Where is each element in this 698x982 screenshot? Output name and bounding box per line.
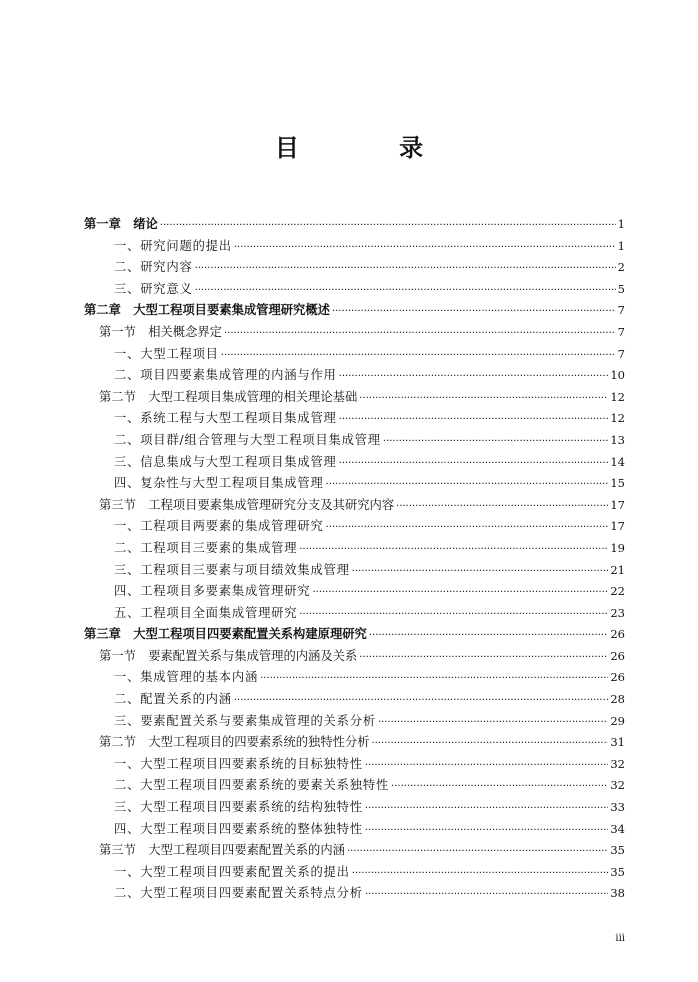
toc-entry-page: 23 bbox=[610, 605, 625, 620]
toc-entry-item[interactable] bbox=[84, 257, 625, 279]
toc-entry-label: 二、大型工程项目四要素系统的要素关系独特性 bbox=[114, 778, 390, 793]
toc-entry-item[interactable] bbox=[84, 236, 625, 258]
toc-entry-page: 33 bbox=[610, 800, 625, 815]
toc-leader-dots bbox=[195, 258, 616, 280]
toc-entry-label: 第一节 要素配置关系与集成管理的内涵及关系 bbox=[99, 648, 358, 663]
toc-entry-label: 三、工程项目三要素与项目绩效集成管理 bbox=[114, 562, 350, 577]
toc-entry-page: 28 bbox=[610, 692, 625, 707]
toc-entry-label: 第二节 大型工程项目集成管理的相关理论基础 bbox=[99, 389, 358, 404]
toc-leader-dots bbox=[312, 582, 608, 604]
page-number: iii bbox=[615, 933, 625, 944]
toc-entry-item[interactable] bbox=[84, 560, 625, 582]
toc-entry-label: 二、项目群/组合管理与大型工程项目集成管理 bbox=[114, 432, 381, 447]
toc-entry-label: 二、工程项目三要素的集成管理 bbox=[114, 540, 298, 555]
toc-leader-dots bbox=[391, 776, 608, 798]
toc-entry-item[interactable] bbox=[84, 365, 625, 387]
toc-leader-dots bbox=[347, 841, 608, 863]
toc-entry-page: 26 bbox=[610, 627, 625, 642]
toc-leader-dots bbox=[383, 431, 608, 453]
toc-entry-label: 一、大型工程项目四要素系统的目标独特性 bbox=[114, 756, 363, 771]
toc-leader-dots bbox=[365, 820, 609, 842]
toc-entry-label: 一、大型工程项目四要素配置关系的提出 bbox=[114, 864, 350, 879]
toc-leader-dots bbox=[160, 215, 616, 237]
toc-entry-label: 三、信息集成与大型工程项目集成管理 bbox=[114, 454, 337, 469]
toc-leader-dots bbox=[365, 755, 609, 777]
toc-leader-dots bbox=[332, 301, 616, 323]
toc-leader-dots bbox=[365, 884, 609, 906]
toc-leader-dots bbox=[365, 798, 609, 820]
toc-entry-label: 二、研究内容 bbox=[114, 260, 193, 275]
toc-entry-label: 二、大型工程项目四要素配置关系特点分析 bbox=[114, 886, 363, 901]
toc-entry-item[interactable] bbox=[84, 711, 625, 733]
toc-entry-item[interactable] bbox=[84, 862, 625, 884]
toc-leader-dots bbox=[234, 690, 608, 712]
toc-entry-page: 34 bbox=[610, 821, 625, 836]
toc-entry-page: 17 bbox=[610, 519, 625, 534]
toc-entry-page: 19 bbox=[610, 540, 625, 555]
toc-entry-label: 一、工程项目两要素的集成管理研究 bbox=[114, 519, 324, 534]
toc-entry-label: 一、大型工程项目 bbox=[114, 346, 219, 361]
toc-entry-item[interactable] bbox=[84, 279, 625, 301]
toc-entry-item[interactable] bbox=[84, 516, 625, 538]
toc-entry-page: 15 bbox=[610, 476, 625, 491]
toc-entry-chapter[interactable] bbox=[84, 624, 625, 646]
toc-leader-dots bbox=[326, 517, 609, 539]
toc-leader-dots bbox=[326, 474, 609, 496]
toc-entry-chapter[interactable] bbox=[84, 214, 625, 236]
toc-entry-page: 29 bbox=[610, 713, 625, 728]
toc-entry-page: 5 bbox=[617, 281, 625, 296]
toc-entry-item[interactable] bbox=[84, 819, 625, 841]
toc-entry-label: 二、配置关系的内涵 bbox=[114, 692, 232, 707]
toc-leader-dots bbox=[369, 625, 609, 647]
toc-entry-page: 26 bbox=[610, 670, 625, 685]
toc-leader-dots bbox=[339, 453, 609, 475]
toc-entry-page: 13 bbox=[610, 432, 625, 447]
toc-entry-page: 1 bbox=[617, 238, 625, 253]
toc-entry-chapter[interactable] bbox=[84, 300, 625, 322]
toc-entry-page: 32 bbox=[610, 756, 625, 771]
toc-entry-page: 21 bbox=[610, 562, 625, 577]
toc-entry-page: 26 bbox=[610, 648, 625, 663]
toc-entry-label: 三、大型工程项目四要素系统的结构独特性 bbox=[114, 800, 363, 815]
toc-entry-label: 第三章 大型工程项目四要素配置关系构建原理研究 bbox=[84, 627, 367, 642]
toc-entry-section[interactable] bbox=[84, 387, 625, 409]
toc-entry-page: 10 bbox=[610, 368, 625, 383]
toc-entry-item[interactable] bbox=[84, 775, 625, 797]
toc-entry-page: 7 bbox=[617, 346, 625, 361]
toc-entry-item[interactable] bbox=[84, 689, 625, 711]
toc-entry-page: 7 bbox=[617, 303, 625, 318]
toc-entry-label: 第三节 工程项目要素集成管理研究分支及其研究内容 bbox=[99, 497, 395, 512]
toc-entry-label: 三、要素配置关系与要素集成管理的关系分析 bbox=[114, 713, 376, 728]
toc-entry-section[interactable] bbox=[84, 646, 625, 668]
toc-leader-dots bbox=[352, 561, 609, 583]
toc-entry-page: 17 bbox=[610, 497, 625, 512]
toc-leader-dots bbox=[378, 712, 608, 734]
toc-entry-item[interactable] bbox=[84, 603, 625, 625]
toc-leader-dots bbox=[224, 323, 616, 345]
toc-entry-label: 五、工程项目全面集成管理研究 bbox=[114, 605, 298, 620]
toc-entry-section[interactable] bbox=[84, 322, 625, 344]
toc-entry-section[interactable] bbox=[84, 495, 625, 517]
toc-leader-dots bbox=[396, 496, 608, 518]
toc-entry-label: 第二节 大型工程项目的四要素系统的独特性分析 bbox=[99, 735, 370, 750]
toc-entry-page: 31 bbox=[610, 735, 625, 750]
toc-entry-label: 一、集成管理的基本内涵 bbox=[114, 670, 259, 685]
toc-entry-page: 35 bbox=[610, 843, 625, 858]
toc-entry-label: 第一节 相关概念界定 bbox=[99, 324, 222, 339]
toc-entry-label: 三、研究意义 bbox=[114, 281, 193, 296]
page-title: 目 录 bbox=[274, 134, 470, 162]
toc-entry-section[interactable] bbox=[84, 732, 625, 754]
toc-leader-dots bbox=[359, 388, 608, 410]
toc-entry-section[interactable] bbox=[84, 840, 625, 862]
toc-leader-dots bbox=[234, 237, 616, 259]
toc-entry-label: 二、项目四要素集成管理的内涵与作用 bbox=[114, 368, 337, 383]
toc-entry-page: 35 bbox=[610, 864, 625, 879]
toc-entry-item[interactable] bbox=[84, 883, 625, 905]
toc-entry-item[interactable] bbox=[84, 797, 625, 819]
toc-entry-label: 一、系统工程与大型工程项目集成管理 bbox=[114, 411, 337, 426]
toc-entry-page: 38 bbox=[610, 886, 625, 901]
toc-entry-label: 第一章 绪论 bbox=[84, 217, 158, 231]
toc-entry-page: 1 bbox=[617, 217, 625, 231]
toc-leader-dots bbox=[299, 604, 608, 626]
toc-entry-page: 12 bbox=[610, 389, 625, 404]
toc-entry-label: 第二章 大型工程项目要素集成管理研究概述 bbox=[84, 303, 330, 318]
toc-leader-dots bbox=[299, 539, 608, 561]
toc-leader-dots bbox=[339, 409, 609, 431]
toc-entry-item[interactable] bbox=[84, 344, 625, 366]
toc-leader-dots bbox=[339, 366, 609, 388]
toc-entry-page: 7 bbox=[617, 324, 625, 339]
toc-leader-dots bbox=[195, 280, 616, 302]
toc-entry-item[interactable] bbox=[84, 538, 625, 560]
toc-entry-label: 四、大型工程项目四要素系统的整体独特性 bbox=[114, 821, 363, 836]
table-of-contents bbox=[84, 214, 625, 905]
toc-entry-label: 一、研究问题的提出 bbox=[114, 238, 232, 253]
toc-entry-label: 四、复杂性与大型工程项目集成管理 bbox=[114, 476, 324, 491]
toc-leader-dots bbox=[260, 668, 608, 690]
toc-leader-dots bbox=[372, 733, 609, 755]
toc-entry-item[interactable] bbox=[84, 473, 625, 495]
toc-leader-dots bbox=[352, 863, 609, 885]
toc-entry-label: 四、工程项目多要素集成管理研究 bbox=[114, 584, 311, 599]
toc-entry-item[interactable] bbox=[84, 408, 625, 430]
toc-leader-dots bbox=[221, 345, 616, 367]
toc-entry-item[interactable] bbox=[84, 452, 625, 474]
toc-entry-page: 2 bbox=[617, 260, 625, 275]
toc-entry-label: 第三节 大型工程项目四要素配置关系的内涵 bbox=[99, 843, 345, 858]
toc-entry-page: 32 bbox=[610, 778, 625, 793]
toc-entry-page: 14 bbox=[610, 454, 625, 469]
toc-leader-dots bbox=[359, 647, 608, 669]
toc-entry-item[interactable] bbox=[84, 667, 625, 689]
toc-entry-item[interactable] bbox=[84, 430, 625, 452]
toc-entry-page: 12 bbox=[610, 411, 625, 426]
toc-entry-page: 22 bbox=[610, 584, 625, 599]
toc-entry-item[interactable] bbox=[84, 754, 625, 776]
toc-entry-item[interactable] bbox=[84, 581, 625, 603]
